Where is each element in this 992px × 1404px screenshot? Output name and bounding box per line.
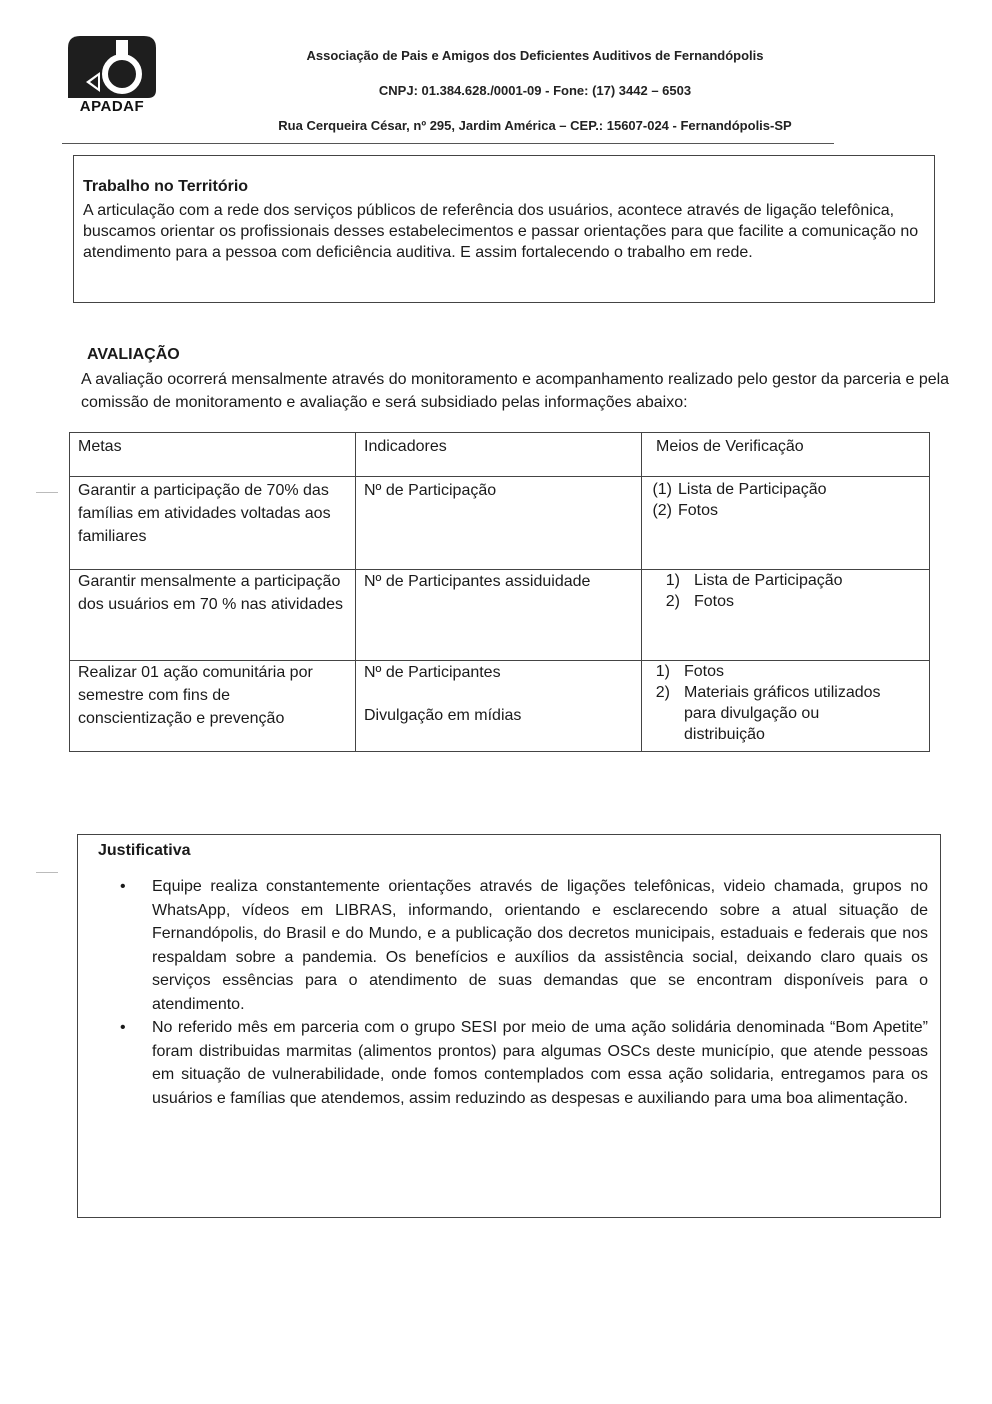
list-item: (1) Lista de Participação [652, 481, 827, 498]
logo-text: APADAF [79, 98, 145, 115]
meta-cell: Garantir mensalmente a participação dos usuários em 70 % nas atividades [70, 570, 356, 661]
indicador-text: Nº de Participantes [364, 664, 501, 681]
justificativa-box [77, 834, 941, 1218]
table-row [70, 661, 930, 752]
table-row [70, 477, 930, 570]
meios-list [644, 570, 921, 612]
list-item: (2) Fotos [652, 502, 719, 519]
meios-cell [642, 661, 930, 752]
table-header-cell: Metas [70, 433, 356, 477]
metas-table [69, 432, 930, 752]
meios-cell [642, 570, 930, 661]
list-item: 1) Fotos [655, 663, 725, 680]
scan-margin-mark [36, 872, 58, 873]
org-contact: CNPJ: 01.384.628./0001-09 - Fone: (17) 3442 – 6503 [378, 83, 692, 98]
apadaf-logo [66, 34, 158, 118]
indicador-text: Divulgação em mídias [364, 707, 522, 724]
meios-cell [642, 477, 930, 570]
justificativa-title: Justificativa [98, 842, 191, 859]
territorio-body: A articulação com a rede dos serviços públicos de referência dos usuários, acontece através de ligação telefônica, buscamos orientar os profissionais desses estabelecimentos e passar orientações para que facilite a comunicação no atendimento para a pessoa com deficiência auditiva. E assim fortalecendo o trabalho em rede. [83, 202, 919, 261]
indicador-text: Nº de Participação [364, 482, 497, 499]
meta-cell: Garantir a participação de 70% das famílias em atividades voltadas aos familiares [70, 477, 356, 570]
list-item [98, 1016, 928, 1110]
table-header-cell: Meios de Verificação [642, 433, 930, 477]
list-item [98, 875, 928, 1016]
table-header-row [70, 433, 930, 477]
bullet-icon: • [120, 878, 126, 895]
table-row [70, 570, 930, 661]
indicador-text: Nº de Participantes assiduidade [364, 573, 591, 590]
avaliacao-title: AVALIAÇÃO [87, 346, 180, 363]
list-item-text: Equipe realiza constantemente orientações através de ligações telefônicas, videio chamada, grupos no WhatsApp, vídeos em LIBRAS, informando, orientando e esclarecendo sobre a atual situação de Fernandópolis, do Brasil e do Mundo, e a publicação dos decretos municipais, estaduais e federais que nos respaldam sobre a pandemia. Os benefícios e auxílios da assistência social, deixando claro quais os serviços essências para o atendimento de suas demandas que se encontram disponíveis para o atendimento. [152, 878, 928, 1013]
justificativa-list [98, 875, 928, 1110]
list-item-text: No referido mês em parceria com o grupo SESI por meio de uma ação solidária denominada “Bom Apetite” foram distribuidas marmitas (alimentos prontos) para algumas OSCs deste município, que atende pessoas em situação de vulnerabilidade, onde fomos contemplados com essa ação solidaria, entregamos para os usuários e famílias que atendemos, assim reduzindo as despesas e auxiliando para uma boa alimentação. [152, 1019, 928, 1107]
table-header-cell: Indicadores [356, 433, 642, 477]
indicador-cell [356, 570, 642, 661]
logo-mark-icon [66, 34, 158, 100]
org-address: Rua Cerqueira César, nº 295, Jardim América – CEP.: 15607-024 - Fernandópolis-SP [278, 118, 792, 133]
scan-margin-mark [36, 492, 58, 493]
meios-list [644, 479, 921, 521]
avaliacao-body: A avaliação ocorrerá mensalmente através do monitoramento e acompanhamento realizado pelo gestor da parceria e pela comissão de monitoramento e avaliação e será subsidiado pelas informações abaixo: [81, 371, 950, 411]
bullet-icon: • [120, 1019, 126, 1036]
territorio-box [73, 155, 935, 303]
org-name: Associação de Pais e Amigos dos Deficientes Auditivos de Fernandópolis [306, 48, 764, 63]
indicador-cell [356, 477, 642, 570]
list-item: 2) Materiais gráficos utilizados para divulgação ou distribuição [655, 684, 881, 743]
header-divider [62, 143, 834, 144]
list-item: 1) Lista de Participação [665, 572, 843, 589]
territorio-title: Trabalho no Território [83, 178, 249, 195]
meios-list [644, 661, 921, 745]
list-item: 2) Fotos [665, 593, 735, 610]
meta-cell: Realizar 01 ação comunitária por semestre com fins de conscientização e prevenção [70, 661, 356, 752]
indicador-cell [356, 661, 642, 752]
